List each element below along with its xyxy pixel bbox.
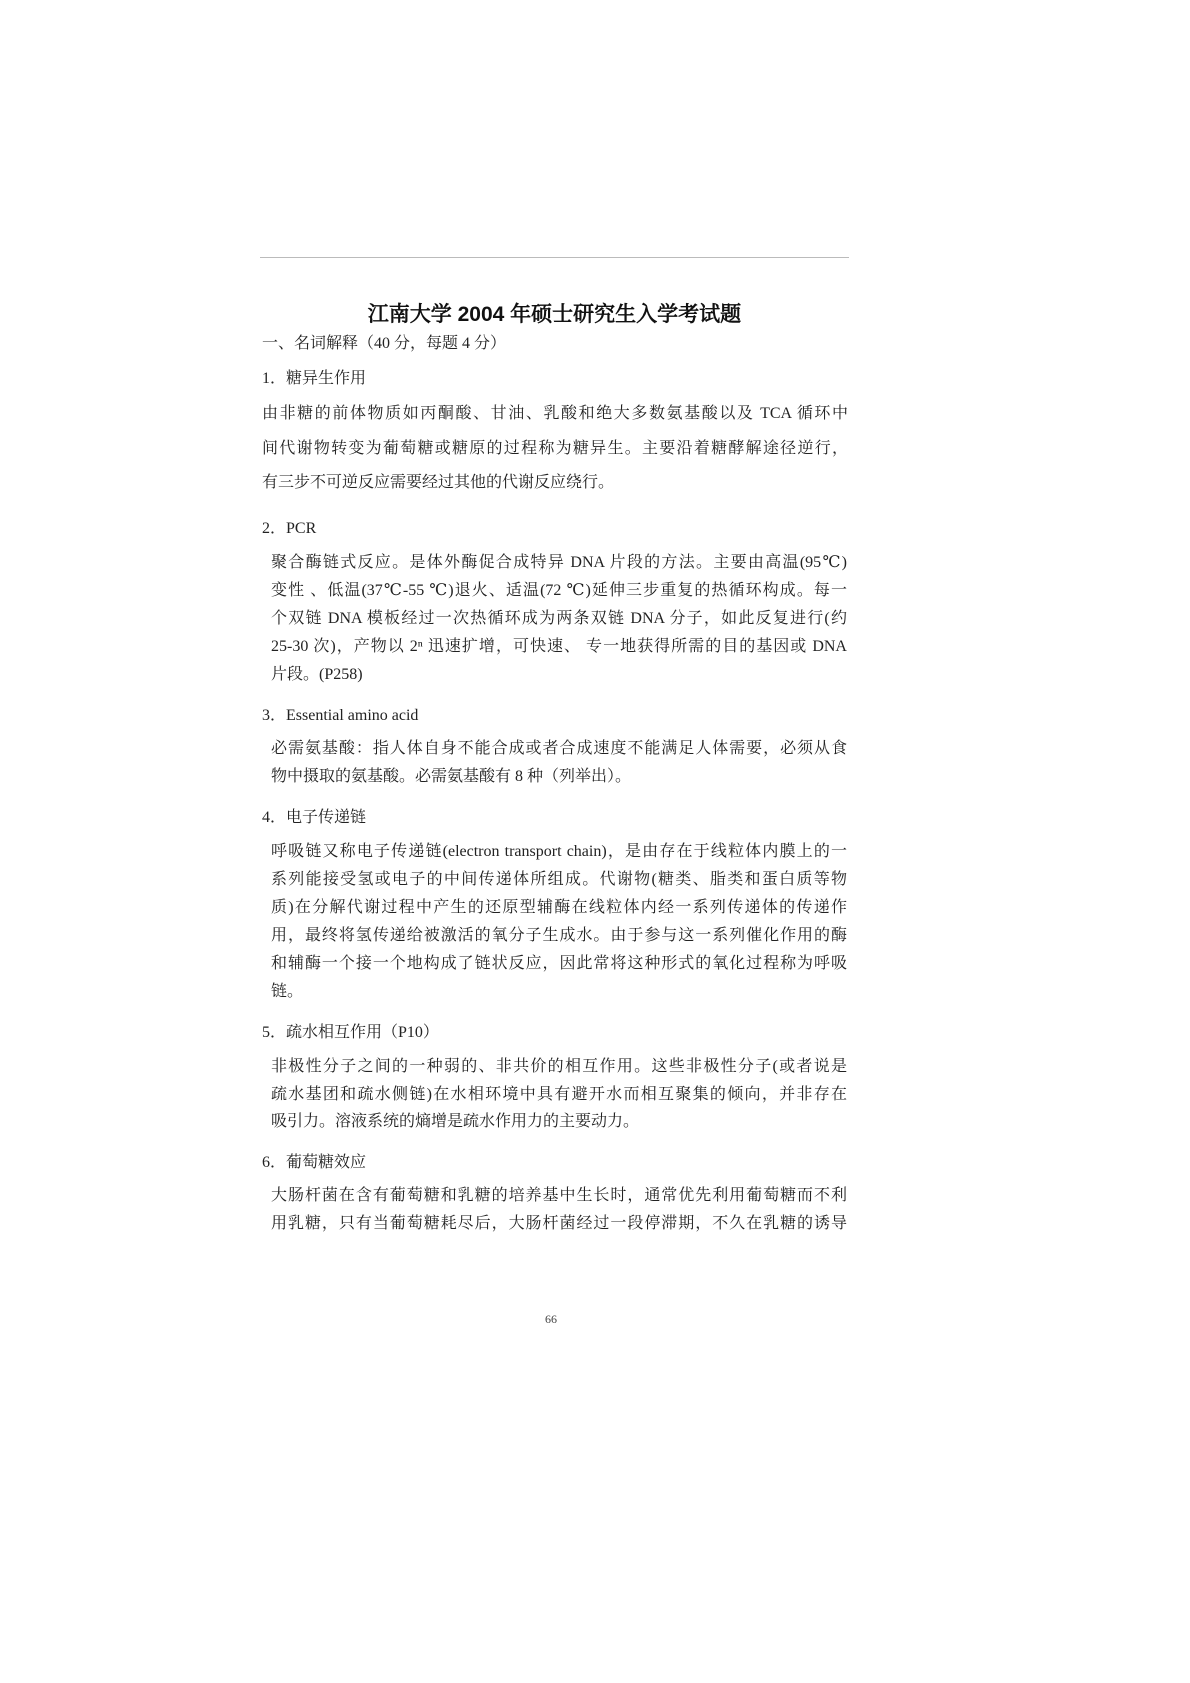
item-heading: 5．疏水相互作用（P10） (262, 1024, 439, 1041)
paragraph-line: 有三步不可逆反应需要经过其他的代谢反应绕行。 (262, 474, 615, 491)
paragraph-line: 非极性分子之间的一种弱的、非共价的相互作用。这些非极性分子(或者说是 (271, 1058, 847, 1075)
paragraph-line: 大肠杆菌在含有葡萄糖和乳糖的培养基中生长时，通常优先利用葡萄糖而不利 (271, 1187, 847, 1204)
item-heading: 3．Essential amino acid (262, 707, 419, 724)
paragraph-line: 聚合酶链式反应。是体外酶促合成特异 DNA 片段的方法。主要由高温(95℃) (271, 554, 847, 571)
paragraph-line: 用乳糖，只有当葡萄糖耗尽后，大肠杆菌经过一段停滞期，不久在乳糖的诱导 (271, 1215, 847, 1232)
page-title: 江南大学 2004 年硕士研究生入学考试题 (367, 303, 742, 326)
paragraph-line: 间代谢物转变为葡萄糖或糖原的过程称为糖异生。主要沿着糖酵解途径逆行， (262, 440, 848, 457)
paragraph-line: 链。 (271, 983, 304, 1000)
paragraph-line: 用，最终将氢传递给被激活的氧分子生成水。由于参与这一系列催化作用的酶 (271, 927, 847, 944)
item-heading: 2．PCR (262, 520, 317, 537)
section-heading: 一、名词解释（40 分，每题 4 分） (262, 335, 507, 352)
paragraph-line: 个双链 DNA 模板经过一次热循环成为两条双链 DNA 分子，如此反复进行(约 (271, 610, 847, 627)
paragraph-line: 变性 、低温(37℃-55 ℃)退火、适温(72 ℃)延伸三步重复的热循环构成。每一 (271, 582, 847, 599)
paragraph-line: 由非糖的前体物质如丙酮酸、甘油、乳酸和绝大多数氨基酸以及 TCA 循环中 (262, 405, 848, 422)
item-heading: 1．糖异生作用 (262, 370, 367, 387)
paragraph-line: 系列能接受氢或电子的中间传递体所组成。代谢物(糖类、脂类和蛋白质等物 (271, 871, 847, 888)
page-number: 66 (545, 1312, 557, 1326)
paragraph-line: 质)在分解代谢过程中产生的还原型辅酶在线粒体内经一系列传递体的传递作 (271, 899, 847, 916)
paragraph-line: 物中摄取的氨基酸。必需氨基酸有 8 种（列举出）。 (271, 768, 632, 785)
paragraph-line: 吸引力。溶液系统的熵增是疏水作用力的主要动力。 (271, 1113, 640, 1130)
paragraph-line: 疏水基团和疏水侧链)在水相环境中具有避开水而相互聚集的倾向，并非存在 (271, 1086, 847, 1103)
paragraph-line: 呼吸链又称电子传递链(electron transport chain)，是由存在于线粒体内膜上的一 (271, 843, 847, 860)
paragraph-line: 和辅酶一个接一个地构成了链状反应，因此常将这种形式的氧化过程称为呼吸 (271, 955, 847, 972)
paragraph-line: 片段。(P258) (271, 666, 363, 683)
header-rule (260, 257, 849, 258)
paragraph-line: 25-30 次)，产物以 2ⁿ 迅速扩增，可快速、 专一地获得所需的目的基因或 DNA (271, 638, 847, 655)
item-heading: 4．电子传递链 (262, 809, 367, 826)
item-heading: 6．葡萄糖效应 (262, 1154, 367, 1171)
paragraph-line: 必需氨基酸：指人体自身不能合成或者合成速度不能满足人体需要，必须从食 (271, 740, 847, 757)
